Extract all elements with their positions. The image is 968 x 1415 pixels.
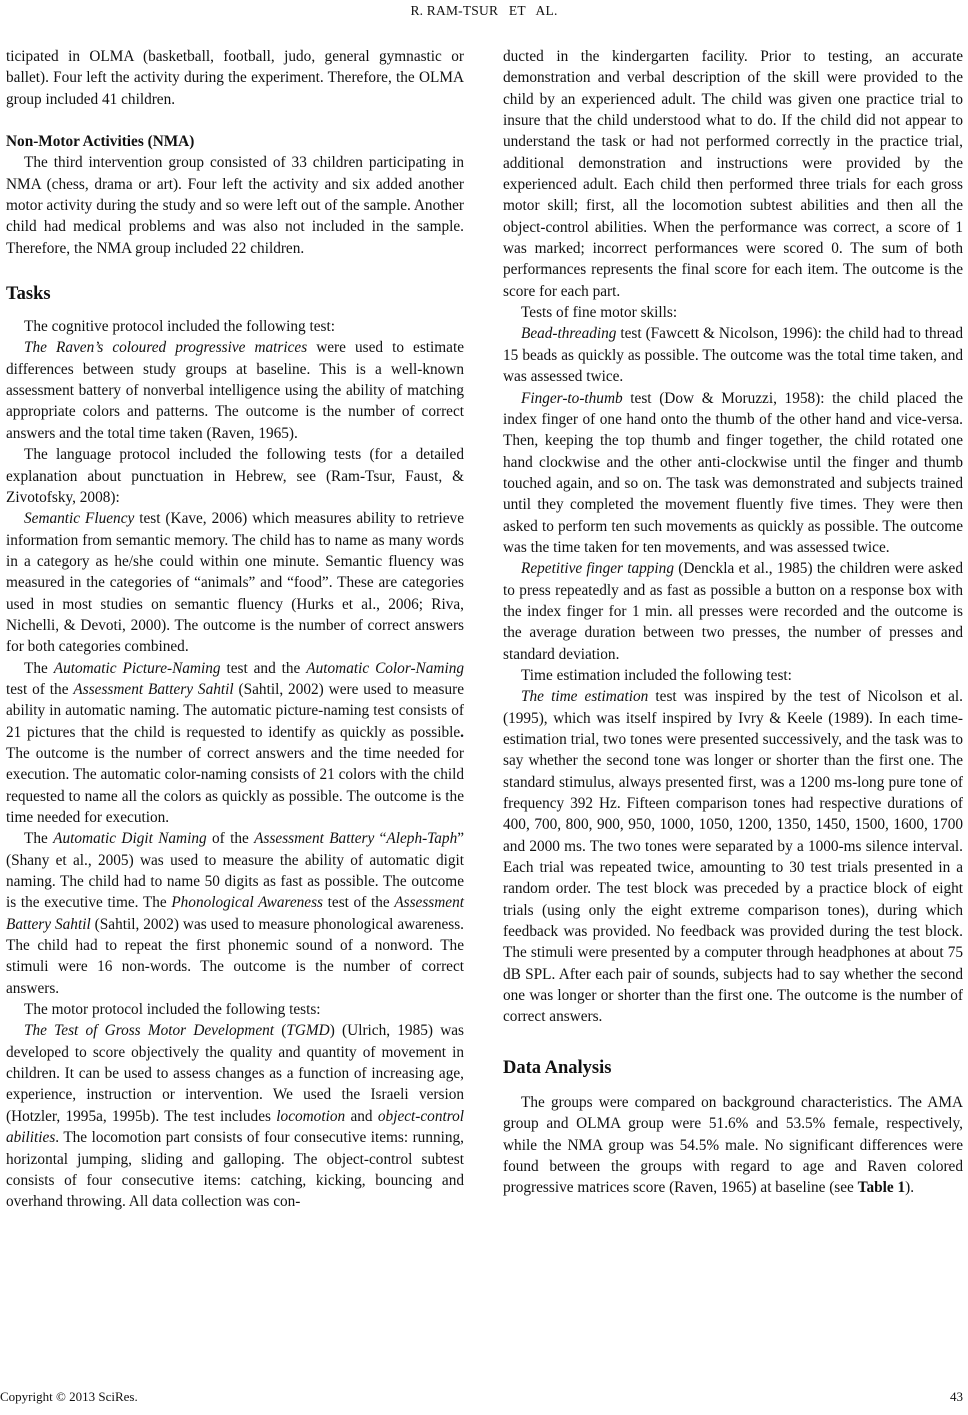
paragraph-time-intro: Time estimation included the following test: [521,666,792,684]
right-column [503,46,963,1199]
paragraph-tgmd-continued: ducted in the kindergarten facility. Prior to testing, an accurate demonstration and verbal description of the skill were provided to the child by an experienced adult. The child was given one practice trial to insure that the child understood what to do. If the child did not appear to understand the task or had not performed correctly in the practice trial, additional demonstration and instructions were provided by the experienced adult. Each child then performed three trials for each gross motor skill; first, all the locomotion subtest abilities and then all the object-control abilities. When the performance was correct, a score of 1 was marked; incorrect performances were scored 0. The sum of both performances represents the final score for each item. The outcome is the score for each part. [503,48,963,300]
paragraph-tgmd: The Test of Gross Motor Development (TGMD) (Ulrich, 1985) was developed to score objectively the quality and quantity of movement in children. It can be used to assess changes as a function of increasing age, experience, instruction or intervention. We used the Israeli version (Hotzler, 1995a, 1995b). The test includes locomotion and object-control abilities. The locomotion part consists of four consecutive items: running, horizontal jumping, sliding and galloping. The object-control subtest consists of four consecutive items: catching, kicking, bouncing and overhand throwing. All data collection was con- [6,1022,464,1211]
test-name-finger-to-thumb: Finger-to-thumb [521,389,623,407]
paragraph-language-intro: The language protocol included the following tests (for a detailed explanation about punctuation in Hebrew, see (Ram-Tsur, Faust, & Zivotofsky, 2008): [6,446,464,506]
table-reference[interactable]: Table 1 [857,1179,906,1197]
subheading-nma: Non-Motor Activities (NMA) [6,133,195,151]
paragraph-time-estimation: The time estimation test was inspired by the test of Nicolson et al. (1995), which was itself inspired by Ivry & Keele (1989). In each time-estimation trial, two tones were presented successively, and the task was to say whether the second tone was longer or shorter than the first one. The standard stimulus, always presented first, was a 1200 ms-long pure tone of frequency 392 Hz. Fifteen comparison tones had respective durations of 400, 700, 800, 900, 950, 1000, 1050, 1200, 1350, 1450, 1500, 1600, 1700 and 2000 ms. The two tones were separated by a 1000-ms silence interval. Each trial was repeated twice, amounting to 30 test trials presented in a random order. The test block was preceded by a practice block of eight trials (using only the eight extreme comparison tones), during which feedback was provided. No feedback was provided during the test block. The stimuli were presented by a computer through headphones at about 75 dB SPL. After each pair of sounds, subjects had to say whether the second one was longer or shorter than the first one. The outcome is the number of correct answers. [503,688,963,1026]
paragraph-finger-tapping: Repetitive finger tapping (Denckla et al., 1985) the children were asked to press repeatedly and as fast as possible a button on a response box with the index finger for 1 min. all presses were recorded and the outcome is the average duration between two presses, the number of presses and standard deviation. [503,560,963,663]
paragraph-data-analysis: The groups were compared on background characteristics. The AMA group and OLMA group were 51.6% and 53.5% female, respectively, while the NMA group was 54.5% male. No significant differences were found between the groups with regard to age and Raven colored progressive matrices score (Raven, 1965) at baseline (see Table 1). [503,1093,963,1197]
paragraph-semantic-fluency: Semantic Fluency test (Kave, 2006) which measures ability to retrieve information from semantic memory. The child has to name as many words in a category as he/she could within one minute. Semantic fluency was measured in the categories of “animals” and “food”. These are categories used in most studies on semantic fluency (Hurks et al., 2006; Riva, Nichelli, & Devoti, 2000). The outcome is the number of correct answers for both categories combined. [6,510,464,656]
paragraph-automatic-naming: The Automatic Picture-Naming test and the Automatic Color-Naming test of the Assessment Battery Sahtil (Sahtil, 2002) were used to measure ability in automatic naming. The automatic picture-naming test consists of 21 pictures that the child is requested to identify as quickly as possible. The outcome is the number of correct answers and the time needed for execution. The automatic color-naming consists of 21 colors with the child requested to name all the colors as quickly as possible. The outcome is the time needed for execution. [6,659,465,826]
paragraph-digit-naming: The Automatic Digit Naming of the Assessment Battery “Aleph-Taph” (Shany et al., 2005) was used to measure the ability of automatic digit naming. The child had to name 50 digits as fast as possible. The outcome is the executive time. The Phonological Awareness test of the Assessment Battery Sahtil (Sahtil, 2002) was used to measure phonological awareness. The child had to repeat the first phonemic sound of a nonword. The stimuli were 16 non-words. The outcome is the number of correct answers. [6,830,465,997]
test-name-semantic-fluency: Semantic Fluency [24,510,135,528]
running-head-et: ET [508,3,526,18]
running-head-al: AL. [535,3,558,18]
left-column [6,46,464,1213]
section-heading-tasks: Tasks [6,284,51,305]
paragraph-finger-to-thumb: Finger-to-thumb test (Dow & Moruzzi, 1958): the child placed the index finger of one hand onto the thumb of the other hand and vice-versa. Then, keeping the top thumb and finger together, the child rotated one hand clockwise and the other anti-clockwise until the finger and thumb touched again, and so on. The task was demonstrated and subjects trained until they completed the movement fluently five times. They were then asked to perform ten such movements as quickly as possible. The outcome was the time taken for ten movements, and was assessed twice. [503,389,963,556]
copyright-footer: Copyright © 2013 SciRes. [0,1389,138,1404]
page-number: 43 [950,1389,963,1404]
test-name-finger-tapping: Repetitive finger tapping [521,560,674,578]
paragraph-fine-motor-intro: Tests of fine motor skills: [521,304,678,322]
running-head-author: R. RAM-TSUR [410,3,499,18]
running-head [0,3,968,19]
paragraph-bead-threading: Bead-threading test (Fawcett & Nicolson, 1996): the child had to thread 15 beads as quickly as possible. The outcome was the total time taken, and was assessed twice. [503,325,963,386]
paragraph-cognitive-intro: The cognitive protocol included the following test: [24,318,335,336]
section-heading-data-analysis: Data Analysis [503,1057,612,1078]
test-name-raven: The Raven’s coloured progressive matrices [24,339,308,357]
paragraph-nma: The third intervention group consisted of 33 children participating in NMA (chess, drama or art). Four left the activity and six added another motor activity during the study and so were left out of the sample. Another child had medical problems and was also not included in the sample. Therefore, the NMA group included 22 children. [6,154,464,257]
paragraph-motor-intro: The motor protocol included the following tests: [24,1001,321,1019]
paragraph-raven: The Raven’s coloured progressive matrices were used to estimate differences between study groups at baseline. This is a well-known assessment battery of nonverbal intelligence using the ability of matching appropriate colors and patterns. The outcome is the number of correct answers and the total time taken (Raven, 1965). [6,339,464,442]
test-name-bead-threading: Bead-threading [521,325,617,343]
paragraph-olma-continued: ticipated in OLMA (basketball, football, judo, general gymnastic or ballet). Four left the activity during the experiment. Therefore, the OLMA group included 41 children. [6,48,464,108]
test-name-time-estimation: The time estimation [521,688,649,706]
